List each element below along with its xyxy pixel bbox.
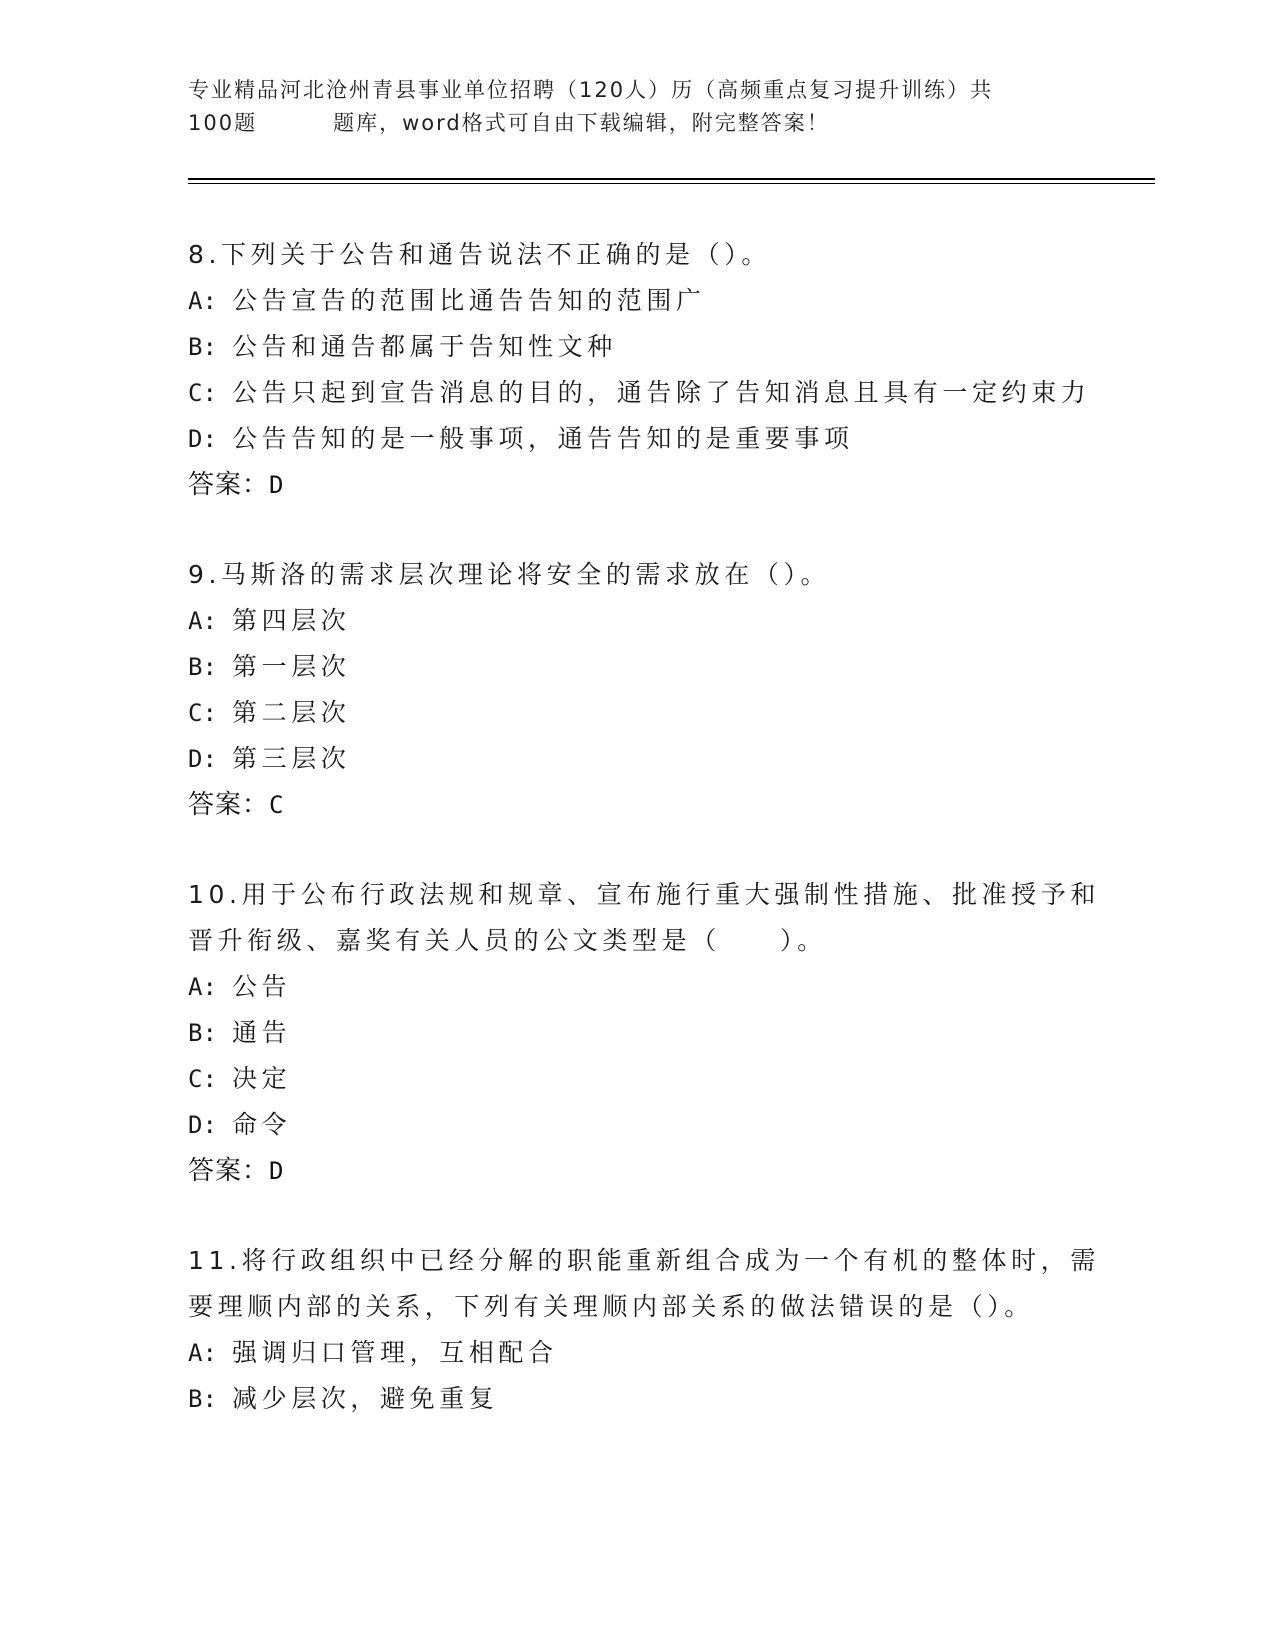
question-stem: 9.马斯洛的需求层次理论将安全的需求放在（）。 bbox=[188, 560, 831, 589]
option-c bbox=[188, 690, 1088, 736]
header-line-2 bbox=[188, 107, 1068, 140]
option-text: 公告 bbox=[232, 972, 292, 1001]
question-stem-line-2: 晋升衔级、嘉奖有关人员的公文类型是（ ）。 bbox=[188, 926, 827, 955]
option-c bbox=[188, 370, 1091, 416]
header-line-2-right: 题库，word格式可自由下载编辑，附完整答案！ bbox=[333, 111, 830, 135]
option-letter: B: bbox=[188, 653, 217, 681]
question-stem-line-1: 10.用于公布行政法规和规章、宣布施行重大强制性措施、批准授予和 bbox=[188, 880, 1100, 909]
option-d bbox=[188, 416, 1088, 462]
option-text: 公告只起到宣告消息的目的，通告除了告知消息且具有一定约束力 bbox=[232, 378, 1091, 407]
option-letter: B: bbox=[188, 1019, 217, 1047]
option-letter: C: bbox=[188, 699, 217, 727]
answer-label: 答案： bbox=[188, 470, 270, 500]
document-header bbox=[188, 74, 1068, 140]
header-divider-thin bbox=[188, 183, 1155, 184]
question-stem-line-2: 要理顺内部的关系，下列有关理顺内部关系的做法错误的是（）。 bbox=[188, 1292, 1034, 1321]
question-9 bbox=[188, 552, 1088, 828]
option-a bbox=[188, 964, 1088, 1010]
header-divider-thick bbox=[188, 178, 1155, 180]
option-text: 公告告知的是一般事项，通告告知的是重要事项 bbox=[232, 424, 854, 453]
option-d bbox=[188, 1102, 1088, 1148]
option-letter: B: bbox=[188, 333, 217, 361]
option-text: 决定 bbox=[232, 1064, 292, 1093]
question-stem: 8.下列关于公告和通告说法不正确的是（）。 bbox=[188, 240, 771, 269]
option-text: 命令 bbox=[232, 1110, 292, 1139]
option-letter: D: bbox=[188, 1111, 217, 1139]
option-text: 减少层次，避免重复 bbox=[232, 1384, 499, 1413]
option-a bbox=[188, 598, 1088, 644]
option-letter: A: bbox=[188, 287, 217, 315]
question-10 bbox=[188, 872, 1100, 1194]
option-a bbox=[188, 278, 1088, 324]
option-letter: D: bbox=[188, 425, 217, 453]
option-letter: A: bbox=[188, 607, 217, 635]
option-letter: A: bbox=[188, 1339, 217, 1367]
header-line-1: 专业精品河北沧州青县事业单位招聘（120人）历（高频重点复习提升训练）共 bbox=[188, 78, 994, 102]
option-text: 公告宣告的范围比通告告知的范围广 bbox=[232, 286, 706, 315]
answer-value: D bbox=[269, 1157, 285, 1185]
answer-label: 答案： bbox=[188, 1156, 270, 1186]
question-stem-line-1: 11.将行政组织中已经分解的职能重新组合成为一个有机的整体时，需 bbox=[188, 1246, 1100, 1275]
answer-label: 答案： bbox=[188, 790, 270, 820]
option-text: 第四层次 bbox=[232, 606, 351, 635]
question-11 bbox=[188, 1238, 1100, 1422]
option-text: 公告和通告都属于告知性文种 bbox=[232, 332, 617, 361]
option-letter: A: bbox=[188, 973, 217, 1001]
answer-value: C bbox=[269, 791, 285, 819]
option-letter: C: bbox=[188, 1065, 217, 1093]
answer-line bbox=[188, 1148, 1088, 1194]
option-b bbox=[188, 644, 1088, 690]
option-d bbox=[188, 736, 1088, 782]
question-list bbox=[188, 232, 1100, 1466]
option-text: 第三层次 bbox=[232, 744, 351, 773]
option-letter: C: bbox=[188, 379, 217, 407]
question-8 bbox=[188, 232, 1091, 508]
header-line-2-left: 100题 bbox=[188, 111, 258, 135]
option-b bbox=[188, 324, 1088, 370]
option-text: 强调归口管理，互相配合 bbox=[232, 1338, 558, 1367]
answer-line bbox=[188, 462, 1088, 508]
answer-value: D bbox=[269, 471, 285, 499]
option-letter: B: bbox=[188, 1385, 217, 1413]
option-letter: D: bbox=[188, 745, 217, 773]
option-text: 第一层次 bbox=[232, 652, 351, 681]
option-b bbox=[188, 1010, 1088, 1056]
option-text: 通告 bbox=[232, 1018, 292, 1047]
option-text: 第二层次 bbox=[232, 698, 351, 727]
option-a bbox=[188, 1330, 1088, 1376]
option-b bbox=[188, 1376, 1088, 1422]
option-c bbox=[188, 1056, 1088, 1102]
answer-line bbox=[188, 782, 1088, 828]
